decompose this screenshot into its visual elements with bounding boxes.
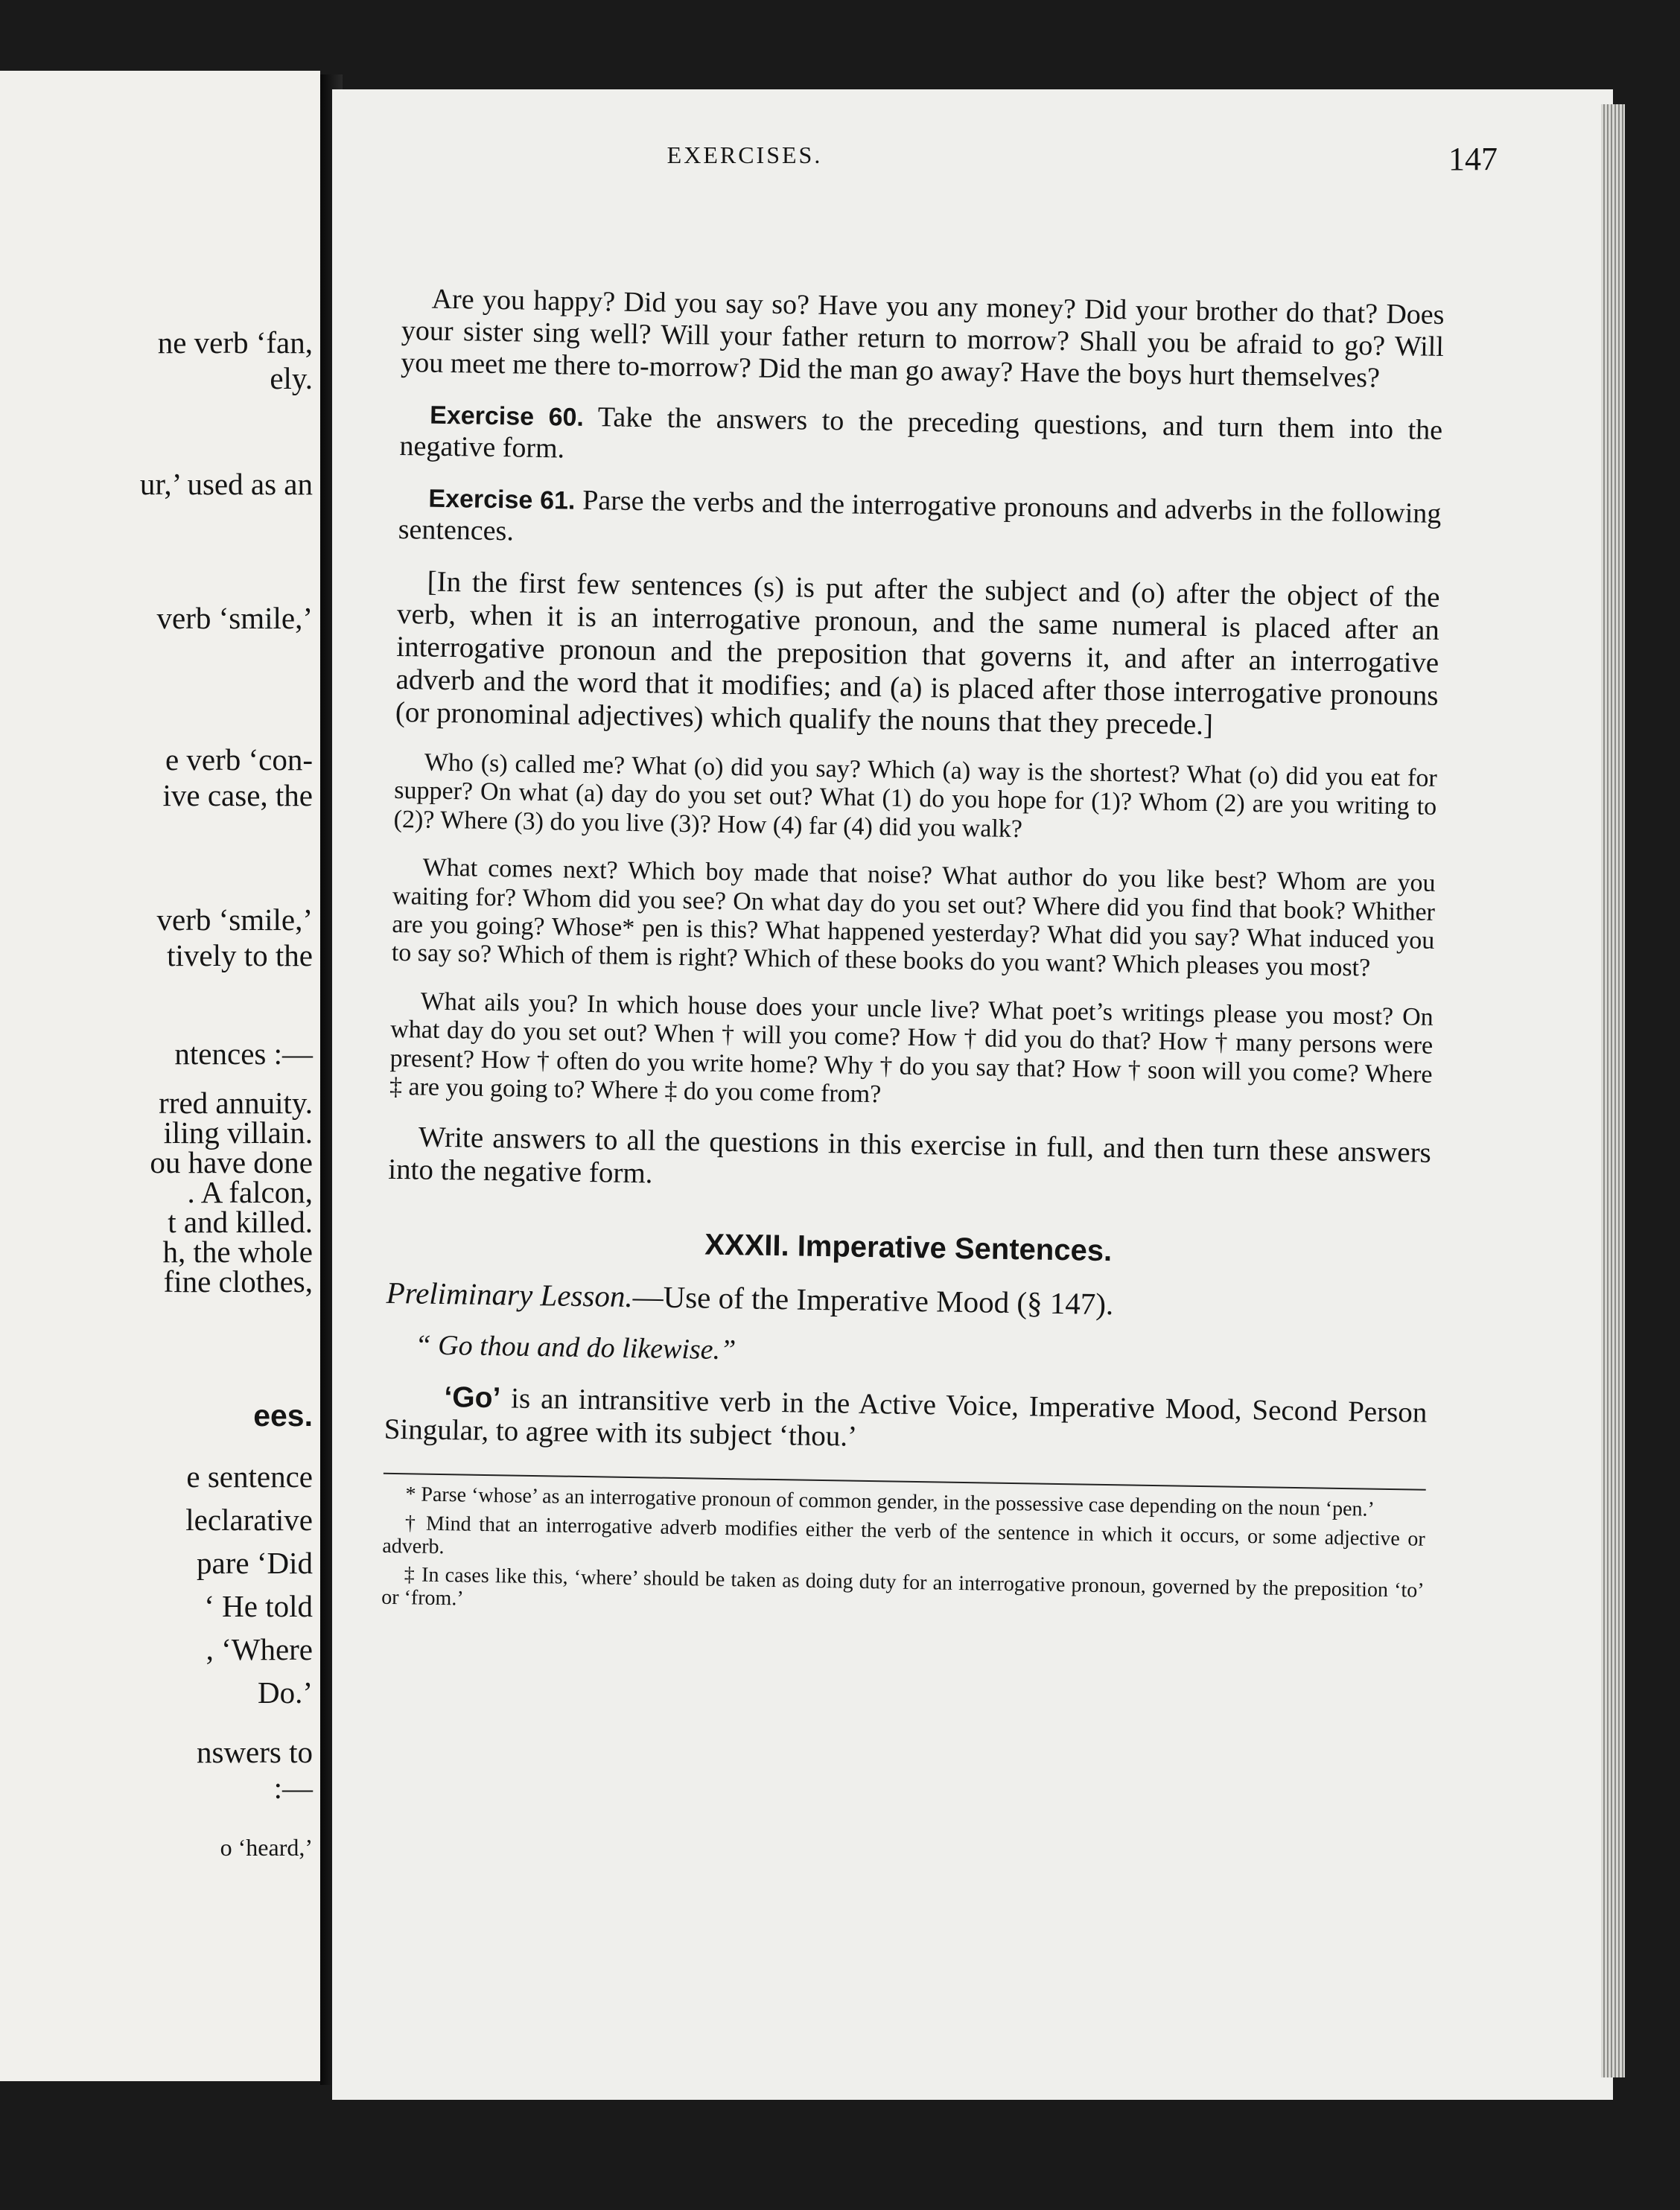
page-body xyxy=(381,283,1445,1632)
prev-page-line: t and killed. xyxy=(168,1205,313,1239)
prev-page-line: ive case, the xyxy=(162,778,313,812)
preliminary-lesson xyxy=(386,1275,1429,1325)
prev-page-line: h, the whole xyxy=(162,1235,313,1269)
prev-page-line: , ‘Where xyxy=(206,1632,313,1666)
parse-go xyxy=(384,1381,1427,1462)
page-number: 147 xyxy=(1448,141,1498,177)
footnote-adverb: † Mind that an interrogative adverb modifies either the verb of the sentence in which it occurs, or some adjective or adverb. xyxy=(382,1512,1425,1558)
prev-page-line: verb ‘smile,’ xyxy=(156,902,313,937)
exercise-60-label: Exercise 60. xyxy=(429,401,585,432)
exercise-instructions: [In the first few sentences (s) is put after the subject and (o) after the object of the verb, when it is an interrogative pronoun, and the same numeral is placed after an interrogative pronoun and the preposition that governs it, and after an interrogative adverb and the word that it modifies; and (a) is placed after those interrogative pronouns (or pronominal adjectives) which qualify the nouns that they precede.] xyxy=(395,565,1440,741)
exercise-60-text: Take the answers to the preceding questions, and turn them into the negative form. xyxy=(399,401,1443,465)
sentences-group-1: Who (s) called me? What (o) did you say? Which (a) way is the shortest? What (o) did you eat for supper? On what (a) day do you set out? What (1) do you hope for (1)? Whom (2) are you writing to (2)? Where (3) do you live (3)? How (4) far (4) did you walk? xyxy=(393,748,1438,843)
prev-page-line: e sentence xyxy=(186,1459,313,1494)
exercise-61 xyxy=(398,482,1441,562)
prev-page-line: ou have done xyxy=(150,1145,313,1179)
prev-page-line: :— xyxy=(273,1771,313,1805)
section-title: XXXII. Imperative Sentences. xyxy=(704,1229,1113,1268)
exercise-61-label: Exercise 61. xyxy=(428,484,576,515)
prev-page-line: ely. xyxy=(270,361,313,395)
running-head: EXERCISES. xyxy=(666,141,823,168)
page-edges xyxy=(1601,104,1625,2077)
footnote-where: ‡ In cases like this, ‘where’ should be taken as doing duty for an interrogative pronoun, governed by the preposition ‘to’ or ‘from.’ xyxy=(381,1563,1425,1611)
example-quote: “ Go thou and do likewise.” xyxy=(415,1329,736,1366)
prev-page-line: tively to the xyxy=(167,938,313,972)
prev-page-line: ‘ He told xyxy=(204,1589,313,1623)
previous-page xyxy=(0,71,320,2081)
parse-go-word: ‘Go’ xyxy=(444,1381,501,1415)
questions-paragraph: Are you happy? Did you say so? Have you any money? Did your brother do that? Does your sister sing well? Will your father return to morrow? Shall you be afraid to go? Will you meet me there to-morrow? Did the man go away? Have the boys hurt themselves? xyxy=(400,283,1445,394)
prev-page-line: rred annuity. xyxy=(159,1086,313,1120)
closing-instruction: Write answers to all the questions in this exercise in full, and then turn these answers into the negative form. xyxy=(387,1121,1432,1190)
prev-page-line: o ‘heard,’ xyxy=(220,1834,313,1861)
prev-page-line: leclarative xyxy=(185,1503,313,1537)
footnote-whose: * Parse ‘whose’ as an interrogative pronoun of common gender, in the possessive case depending on the noun ‘pen.’ xyxy=(405,1483,1375,1521)
prev-page-line: nswers to xyxy=(196,1735,313,1769)
prev-page-line: . A falcon, xyxy=(187,1175,313,1209)
preliminary-label: Preliminary Lesson. xyxy=(386,1275,634,1313)
prev-page-line: e verb ‘con- xyxy=(165,742,313,777)
prev-page-line: ees. xyxy=(253,1398,313,1433)
prev-page-line: iling villain. xyxy=(163,1115,313,1150)
prev-page-line: ur,’ used as an xyxy=(139,467,313,501)
exercise-61-text: Parse the verbs and the interrogative pronouns and adverbs in the following sentences. xyxy=(398,484,1442,547)
sentences-group-3: What ails you? In which house does your uncle live? What poet’s writings please you most? On what day do you set out? When † will you come? How † did you do that? How † many persons were present? How † often do you write home? Why † do you say that? How † soon will you come? Where ‡ are you going to? Where ‡ do you come from? xyxy=(389,987,1434,1109)
exercise-60 xyxy=(399,398,1442,479)
prev-page-line: fine clothes, xyxy=(163,1264,313,1299)
preliminary-text: —Use of the Imperative Mood (§ 147). xyxy=(632,1278,1114,1321)
prev-page-line: Do.’ xyxy=(257,1675,313,1710)
sentences-group-2: What comes next? Which boy made that noise? What author do you like best? Whom are you waiting for? Whom did you see? On what day do you set out? Where did you find that book? Whither are you going? Whose* pen is this? What happened yesterday? What did you say? What induced you to say so? Which of them is right? Which of these books do you want? Which pleases you most? xyxy=(391,853,1436,982)
prev-page-line: verb ‘smile,’ xyxy=(156,601,313,635)
parse-go-text: is an intransitive verb in the Active Voice, Imperative Mood, Second Person Singular, to agree with its subject ‘thou.’ xyxy=(384,1382,1428,1453)
prev-page-line: pare ‘Did xyxy=(197,1546,313,1580)
prev-page-line: ntences :— xyxy=(174,1036,313,1071)
prev-page-line: ne verb ‘fan, xyxy=(157,325,313,360)
